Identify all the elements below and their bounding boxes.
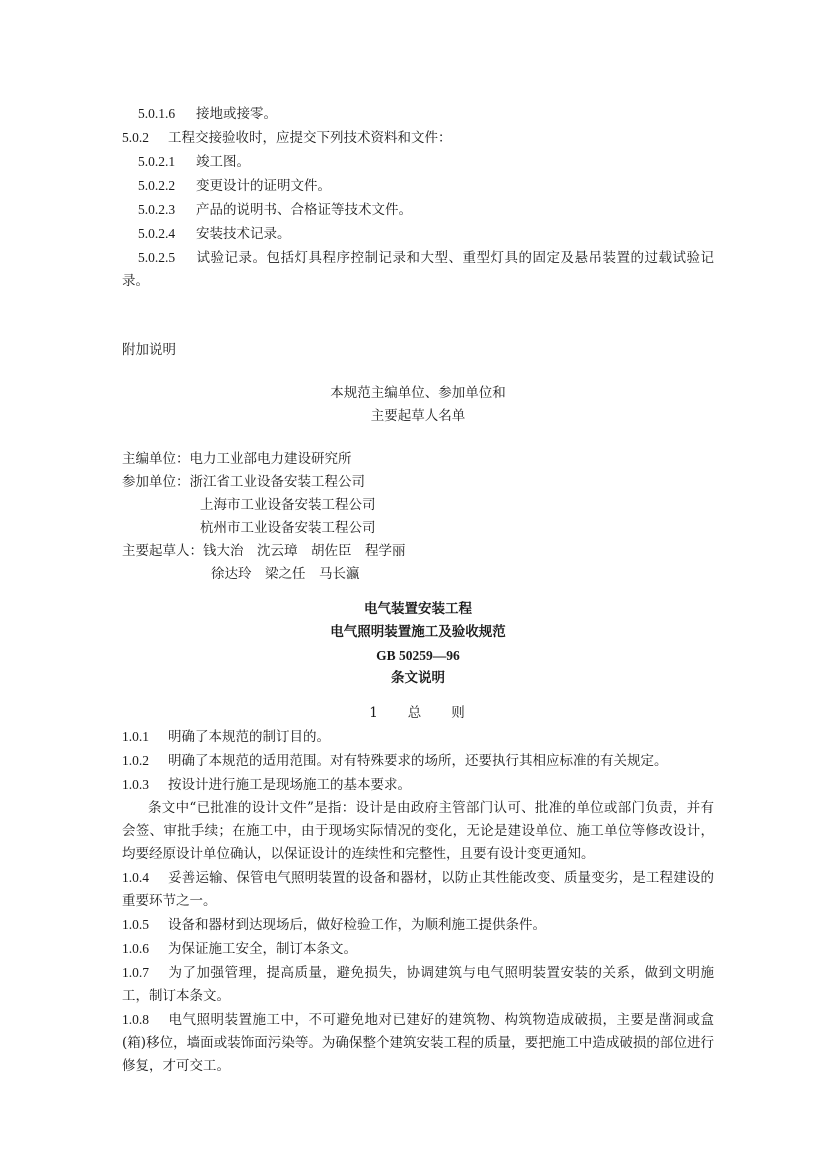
- clause-5-0-1-6: 5.0.1.6 接地或接零。: [138, 106, 277, 122]
- drafters-line2: 徐达玲 梁之任 马长瀛: [211, 566, 360, 582]
- participant-unit-3: 杭州市工业设备安装工程公司: [200, 520, 376, 536]
- clause-1-0-1: 1.0.1 明确了本规范的制订目的。: [122, 729, 330, 745]
- clause-5-0-2-4: 5.0.2.4 安装技术记录。: [138, 226, 291, 242]
- clause-1-0-8: 1.0.8 电气照明装置施工中，不可避免地对已建好的建筑物、构筑物造成破损，主要是凿洞或盒(箱)移位，墙面或装饰面污染等。为确保整个建筑安装工程的质量，要把施工中造成破损的部位进行修复，才可交工。: [122, 1012, 714, 1074]
- clause-1-0-3-paragraph: 条文中“已批准的设计文件”是指：设计是由政府主管部门认可、批准的单位或部门负责，并有会签、审批手续；在施工中，由于现场实际情况的变化，无论是建设单位、施工单位等修改设计，均要经原设计单位确认，以保证设计的连续性和完整性，且要有设计变更通知。: [122, 800, 714, 862]
- clause-1-0-4: 1.0.4 妥善运输、保管电气照明装置的设备和器材，以防止其性能改变、质量变劣，是工程建设的重要环节之一。: [122, 870, 714, 909]
- explanation-title1: 电气装置安装工程: [364, 601, 472, 617]
- appendix-heading: 附加说明: [122, 342, 176, 358]
- appendix-title-line2: 主要起草人名单: [370, 408, 466, 424]
- clause-1-0-7: 1.0.7 为了加强管理，提高质量，避免损失，协调建筑与电气照明装置安装的关系，做到文明施工，制订本条文。: [122, 965, 714, 1004]
- clause-1-0-3: 1.0.3 按设计进行施工是现场施工的基本要求。: [122, 777, 411, 793]
- explanation-title2: 电气照明装置施工及验收规范: [330, 624, 506, 640]
- participant-unit-2: 上海市工业设备安装工程公司: [200, 497, 376, 513]
- clause-5-0-2-2: 5.0.2.2 变更设计的证明文件。: [138, 178, 331, 194]
- drafters-line1: 主要起草人：钱大治 沈云璋 胡佐臣 程学丽: [122, 543, 406, 559]
- explanation-code: GB 50259—96: [376, 648, 460, 663]
- clause-1-0-6: 1.0.6 为保证施工安全，制订本条文。: [122, 941, 357, 957]
- clause-5-0-2-3: 5.0.2.3 产品的说明书、合格证等技术文件。: [138, 202, 412, 218]
- explanation-title3: 条文说明: [391, 670, 445, 686]
- section-heading: 1 总 则: [369, 705, 467, 721]
- clause-5-0-2: 5.0.2 工程交接验收时，应提交下列技术资料和文件：: [122, 130, 452, 146]
- participant-unit-1: 参加单位：浙江省工业设备安装工程公司: [122, 474, 365, 490]
- clause-5-0-2-5: 5.0.2.5 试验记录。包括灯具程序控制记录和大型、重型灯具的固定及悬吊装置的过载试验记录。: [122, 250, 714, 289]
- clause-1-0-5: 1.0.5 设备和器材到达现场后，做好检验工作，为顺利施工提供条件。: [122, 917, 546, 933]
- chief-editor-unit: 主编单位：电力工业部电力建设研究所: [122, 451, 352, 467]
- appendix-title-line1: 本规范主编单位、参加单位和: [330, 385, 506, 401]
- clause-5-0-2-1: 5.0.2.1 竣工图。: [138, 154, 250, 170]
- clause-1-0-2: 1.0.2 明确了本规范的适用范围。对有特殊要求的场所，还要执行其相应标准的有关规定。: [122, 753, 668, 769]
